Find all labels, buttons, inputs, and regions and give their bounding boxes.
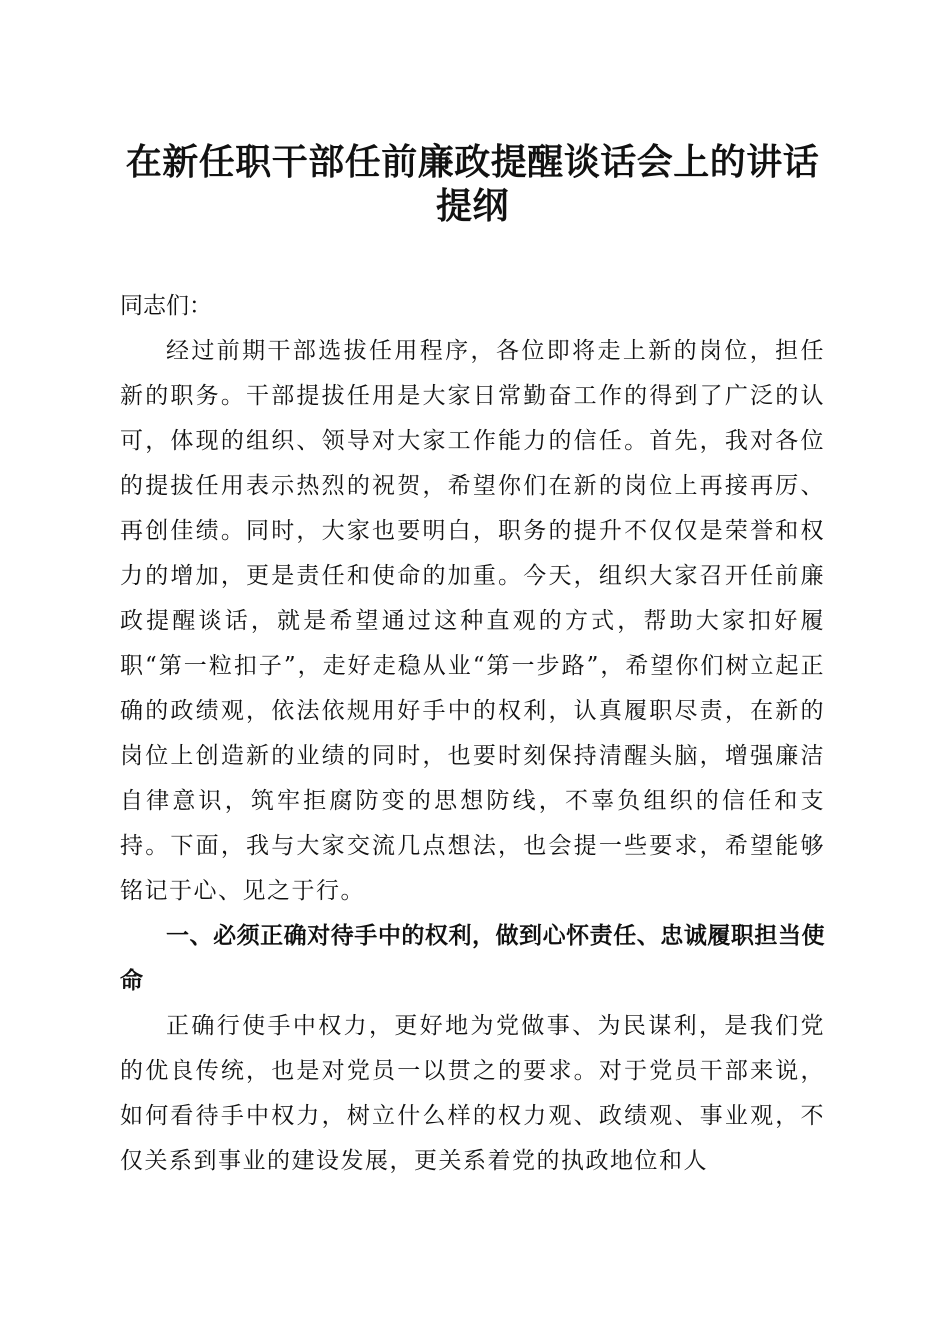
document-page (120, 140, 825, 1184)
intro-paragraph: 经过前期干部选拔任用程序，各位即将走上新的岗位，担任新的职务。干部提拔任用是大家日常勤奋工作的得到了广泛的认可，体现的组织、领导对大家工作能力的信任。首先，我对各位的提拔任用表示热烈的祝贺，希望你们在新的岗位上再接再厉、再创佳绩。同时，大家也要明白，职务的提升不仅仅是荣誉和权力的增加，更是责任和使命的加重。今天，组织大家召开任前廉政提醒谈话，就是希望通过这种直观的方式，帮助大家扣好履职“第一粒扣子”，走好走稳从业“第一步路”，希望你们树立起正确的政绩观，依法依规用好手中的权利，认真履职尽责，在新的岗位上创造新的业绩的同时，也要时刻保持清醒头脑，增强廉洁自律意识，筑牢拒腐防变的思想防线，不辜负组织的信任和支持。下面，我与大家交流几点想法，也会提一些要求，希望能够铭记于心、见之于行。 (120, 338, 825, 904)
section-1-paragraph: 正确行使手中权力，更好地为党做事、为民谋利，是我们党的优良传统，也是对党员一以贯之的要求。对于党员干部来说，如何看待手中权力，树立什么样的权力观、政绩观、事业观，不仅关系到事业的建设发展，更关系着党的执政地位和人 (120, 1013, 825, 1174)
section-1-heading: 一、必须正确对待手中的权利，做到心怀责任、忠诚履职担当使命 (120, 923, 825, 994)
salutation: 同志们： (120, 293, 212, 319)
document-title: 在新任职干部任前廉政提醒谈话会上的讲话提纲 (125, 141, 820, 227)
